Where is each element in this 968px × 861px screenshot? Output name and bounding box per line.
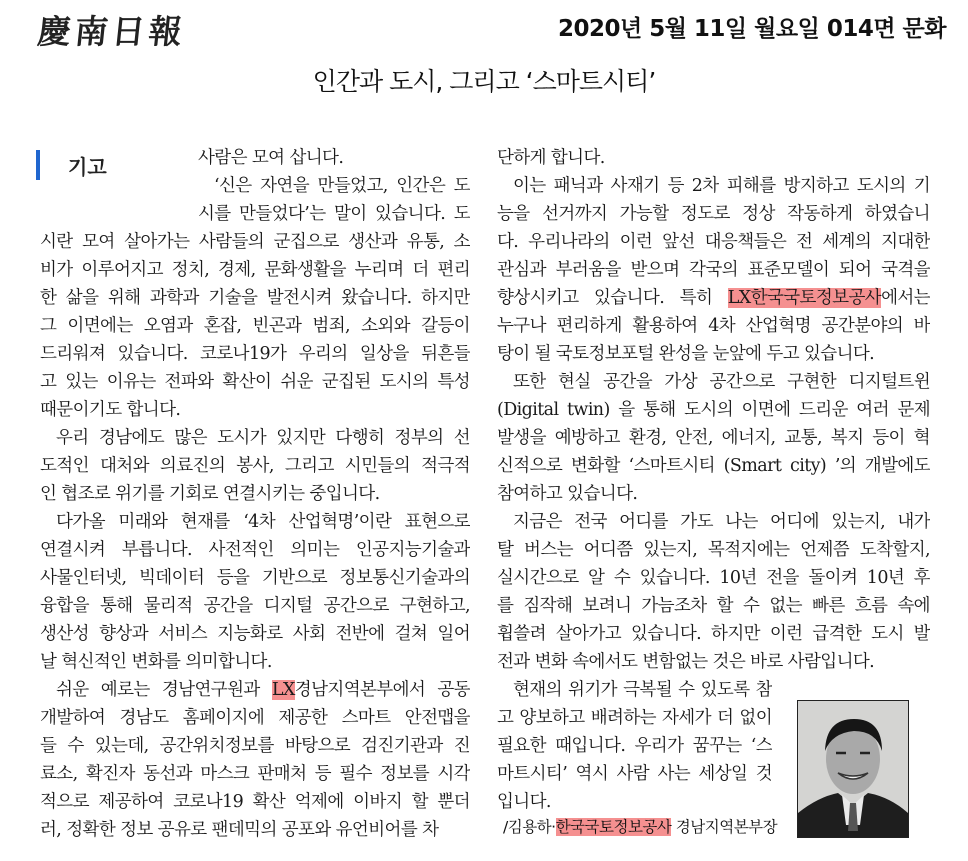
text-segment: 한 삶을 위해 과학과 기술을 발전시켜 왔습니다. 하지만 xyxy=(40,288,470,308)
article-line xyxy=(497,760,772,788)
article-line xyxy=(497,452,930,480)
text-segment: 드리워져 있습니다. 코로나19가 우리의 일상을 뒤흔들 xyxy=(40,344,470,364)
text-segment: 날 혁신적인 변화를 의미합니다. xyxy=(40,652,272,672)
article-line xyxy=(497,340,930,368)
article-line xyxy=(40,340,470,368)
article-line xyxy=(497,396,930,424)
article-line xyxy=(198,144,470,172)
text-segment: 능을 선거까지 가능할 정도로 정상 작동하게 하였습니 xyxy=(497,204,930,224)
article-line xyxy=(497,592,930,620)
article-line xyxy=(40,592,470,620)
article-line xyxy=(40,788,470,816)
article-line xyxy=(497,788,772,816)
text-segment: 필요한 때입니다. 우리가 꿈꾸는 ‘스 xyxy=(497,736,772,756)
article-line xyxy=(40,760,470,788)
text-segment: 다가올 미래와 현재를 ‘4차 산업혁명’이란 표현으로 xyxy=(56,512,470,532)
text-segment: 신적으로 변화할 ‘스마트시티 (Smart city) ’의 개발에도 xyxy=(497,456,930,476)
text-segment: 쉬운 예로는 경남연구원과 xyxy=(56,680,272,700)
article-line xyxy=(56,424,470,452)
article-line xyxy=(497,704,772,732)
text-segment: 인 협조로 위기를 기회로 연결시키는 중입니다. xyxy=(40,484,380,504)
article-line xyxy=(497,620,930,648)
article-line xyxy=(497,648,930,676)
article-line xyxy=(513,368,930,396)
text-segment: 를 짐작해 보려니 가늠조차 할 수 없는 빠른 흐름 속에 xyxy=(497,596,930,616)
text-segment: 경남지역본부장 xyxy=(671,818,778,836)
text-segment: 생산성 향상과 서비스 지능화로 사회 전반에 걸쳐 일어 xyxy=(40,624,470,644)
text-segment: 발생을 예방하고 환경, 안전, 에너지, 교통, 복지 등이 혁 xyxy=(497,428,930,448)
text-segment: 시란 모여 살아가는 사람들의 군집으로 생산과 유통, 소 xyxy=(40,232,470,252)
article-line xyxy=(40,256,470,284)
text-segment: 경남지역본부에서 공동 xyxy=(294,680,470,700)
text-segment: 마트시티’ 역시 사람 사는 세상일 것 xyxy=(497,764,772,784)
article-line xyxy=(198,200,470,228)
article-line xyxy=(214,172,470,200)
text-segment: 들 수 있는데, 공간위치정보를 바탕으로 검진기관과 진 xyxy=(40,736,470,756)
article-line xyxy=(497,424,930,452)
text-segment: 관심과 부러움을 받으며 각국의 표준모델이 되어 국격을 xyxy=(497,260,930,280)
highlighted-text: LX한국국토정보공사 xyxy=(727,288,882,308)
text-segment: 탕이 될 국토정보포털 완성을 눈앞에 두고 있습니다. xyxy=(497,344,875,364)
article-line xyxy=(513,508,930,536)
text-segment: 지금은 전국 어디를 가도 나는 어디에 있는지, 내가 xyxy=(513,512,930,532)
text-segment: 료소, 확진자 동선과 마스크 판매처 등 필수 정보를 시각 xyxy=(40,764,470,784)
text-segment: 도적인 대처와 의료진의 봉사, 그리고 시민들의 적극적 xyxy=(40,456,470,476)
text-segment: 때문이기도 합니다. xyxy=(40,400,181,420)
article-line xyxy=(40,480,470,508)
newspaper-logo: 慶南日報 xyxy=(35,12,188,51)
text-segment: 누구나 편리하게 활용하여 4차 산업혁명 공간분야의 바 xyxy=(497,316,930,336)
article-line xyxy=(40,704,470,732)
text-segment: 탈 버스는 어디쯤 있는지, 목적지에는 언제쯤 도착할지, xyxy=(497,540,930,560)
article-line xyxy=(40,312,470,340)
text-segment: 비가 이루어지고 정치, 경제, 문화생활을 누리며 더 편리 xyxy=(40,260,470,280)
article-line xyxy=(497,536,930,564)
article-line xyxy=(497,564,930,592)
text-segment: 사람은 모여 삽니다. xyxy=(198,148,344,168)
text-segment: 휩쓸려 살아가고 있습니다. 하지만 이런 급격한 도시 발 xyxy=(497,624,930,644)
article-line xyxy=(497,144,930,172)
text-segment: 현재의 위기가 극복될 수 있도록 참 xyxy=(513,680,772,700)
highlighted-text: 한국국토정보공사 xyxy=(555,818,672,836)
text-segment: 다. 우리나라의 이런 앞선 대응책들은 전 세계의 지대한 xyxy=(497,232,930,252)
text-segment: 시를 만들었다’는 말이 있습니다. 도 xyxy=(198,204,470,224)
article-line xyxy=(497,200,930,228)
text-segment: 그 이면에는 오염과 혼잡, 빈곤과 범죄, 소외와 갈등이 xyxy=(40,316,470,336)
text-segment: 입니다. xyxy=(497,792,551,812)
text-segment: 단하게 합니다. xyxy=(497,148,605,168)
article-line xyxy=(40,648,470,676)
article-headline: 인간과 도시, 그리고 ‘스마트시티’ xyxy=(312,67,656,96)
article-line xyxy=(513,172,930,200)
article-line xyxy=(497,284,930,312)
author-portrait-image xyxy=(798,701,908,837)
article-line xyxy=(40,816,470,844)
text-segment: 적으로 제공하여 코로나19 확산 억제에 이바지 할 뿐더 xyxy=(40,792,470,812)
text-segment: 향상시키고 있습니다. 특히 xyxy=(497,288,728,308)
article-column-left xyxy=(40,144,470,844)
text-segment: 참여하고 있습니다. xyxy=(497,484,638,504)
article-line xyxy=(497,480,930,508)
article-line xyxy=(40,732,470,760)
author-byline xyxy=(503,815,777,837)
text-segment: 전과 변화 속에서도 변함없는 것은 바로 사람입니다. xyxy=(497,652,875,672)
text-segment: 융합을 통해 물리적 공간을 디지털 공간으로 구현하고, xyxy=(40,596,470,616)
text-segment: (Digital twin) 을 통해 도시의 이면에 드리운 여러 문제 xyxy=(497,400,930,420)
article-line xyxy=(40,284,470,312)
text-segment: 실시간으로 알 수 있습니다. 10년 전을 돌이켜 10년 후 xyxy=(497,568,930,588)
article-line xyxy=(56,676,470,704)
text-segment: 이는 패닉과 사재기 등 2차 피해를 방지하고 도시의 기 xyxy=(513,176,930,196)
text-segment: ‘신은 자연을 만들었고, 인간은 도 xyxy=(214,176,470,196)
text-segment: 사물인터넷, 빅데이터 등을 기반으로 정보통신기술과의 xyxy=(40,568,470,588)
text-segment: 에서는 xyxy=(881,288,930,308)
article-line xyxy=(40,452,470,480)
text-segment: 고 있는 이유는 전파와 확산이 쉬운 군집된 도시의 특성 xyxy=(40,372,470,392)
text-segment: 우리 경남에도 많은 도시가 있지만 다행히 정부의 선 xyxy=(56,428,470,448)
text-segment: 개발하여 경남도 홈페이지에 제공한 스마트 안전맵을 xyxy=(40,708,470,728)
text-segment: 연결시켜 부릅니다. 사전적인 의미는 인공지능기술과 xyxy=(40,540,470,560)
article-line xyxy=(40,536,470,564)
text-segment: /김용하· xyxy=(503,818,556,836)
article-line xyxy=(40,620,470,648)
article-line xyxy=(497,312,930,340)
article-line xyxy=(497,732,772,760)
article-line xyxy=(497,256,930,284)
article-line xyxy=(40,564,470,592)
article-line xyxy=(56,508,470,536)
article-line xyxy=(40,228,470,256)
author-photo xyxy=(797,700,909,838)
text-segment: 러, 정확한 정보 공유로 팬데믹의 공포와 유언비어를 차 xyxy=(40,820,439,840)
article-line xyxy=(40,396,470,424)
article-line xyxy=(513,676,772,704)
article-line xyxy=(40,368,470,396)
section-label-text: 기고 xyxy=(68,154,107,179)
text-segment: 고 양보하고 배려하는 자세가 더 없이 xyxy=(497,708,772,728)
text-segment: 또한 현실 공간을 가상 공간으로 구현한 디지털트윈 xyxy=(513,372,930,392)
article-line xyxy=(497,228,930,256)
dateline: 2020년 5월 11일 월요일 014면 문화 xyxy=(557,16,946,42)
highlighted-text: LX xyxy=(271,680,295,700)
